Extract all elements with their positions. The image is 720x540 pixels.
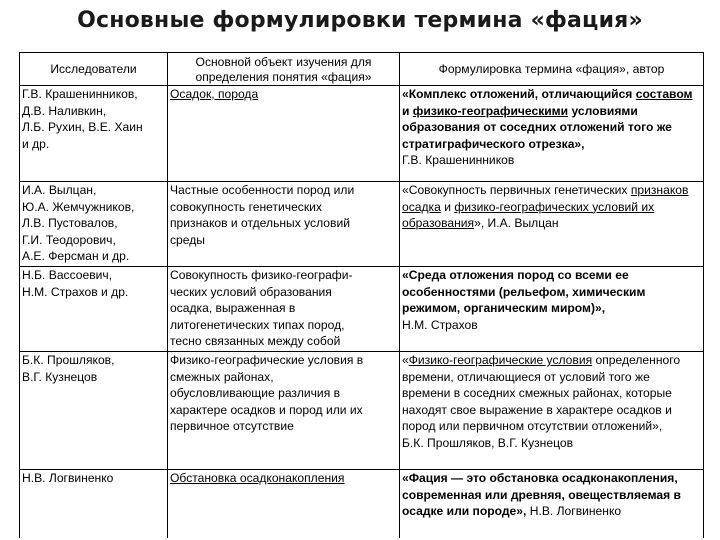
facies-table xyxy=(19,52,704,538)
object-line: среды xyxy=(170,232,205,247)
definition-text: «Комплекс отложений, отличающийся xyxy=(402,87,636,101)
header-row xyxy=(20,53,704,86)
object-line: первичное отсутствие xyxy=(170,419,294,434)
object-line: ческих условий образования xyxy=(170,284,332,299)
definition-underlined: Физико-географические условия xyxy=(408,353,593,367)
researcher-line: Н.В. Логвиненко xyxy=(22,471,114,485)
table-row xyxy=(20,86,704,182)
definition-cell xyxy=(400,352,704,470)
definition-underlined: физико-географических условий их образования xyxy=(402,199,655,231)
definition-cell xyxy=(400,470,704,538)
definition-author: Н.В. Логвиненко xyxy=(529,504,622,519)
header-researchers: Исследователи xyxy=(20,53,168,86)
researchers-cell xyxy=(20,352,168,470)
researchers-cell xyxy=(20,470,168,538)
object-line: Обстановка осадконакопления xyxy=(170,471,345,485)
researchers-cell xyxy=(20,267,168,352)
object-line: тесно связанных между собой xyxy=(170,334,341,349)
definition-cell xyxy=(400,267,704,352)
definition-text: определенного времени, отличающиеся от условий того же времени в соседних смежных районах, которые находят свое выражение в характере осадков и пород или первичном отсутствии отложений», xyxy=(402,353,681,434)
object-line: Совокупность физико-географи- xyxy=(170,268,353,282)
definition-author: Г.В. Крашенинников xyxy=(402,153,515,168)
definition-underlined: составом xyxy=(635,87,693,101)
researcher-line: и др. xyxy=(22,136,50,151)
definition-text: и xyxy=(440,199,455,214)
object-cell xyxy=(168,267,400,352)
object-cell xyxy=(168,86,400,182)
definition-text: и xyxy=(402,103,413,118)
definition-text: «Фация — это обстановка осадконакопления, современная или древняя, овеществляемая в осадке или породе», xyxy=(402,471,681,519)
definition-author: Н.М. Страхов xyxy=(402,317,478,332)
object-cell xyxy=(168,182,400,267)
researcher-line: Л.Б. Рухин, В.Е. Хаин xyxy=(22,120,143,135)
object-line: характере осадков и пород или их xyxy=(170,402,363,417)
definition-text: условиями образования от соседних отложений того же стратиграфического отрезка», xyxy=(402,103,672,151)
researcher-line: Н.М. Страхов и др. xyxy=(22,284,129,299)
definition-underlined: признаков осадка xyxy=(402,183,689,214)
header-object: Основной объект изучения для определения понятия «фация» xyxy=(168,53,400,86)
researcher-line: В.Г. Кузнецов xyxy=(22,369,98,384)
definition-text: «Среда отложения пород со всеми ее особенностями (рельефом, химическим режимом, органическим миром)», xyxy=(402,268,646,316)
object-cell xyxy=(168,470,400,538)
table-row xyxy=(20,182,704,267)
definition-author: Б.К. Прошляков, В.Г. Кузнецов xyxy=(402,435,574,450)
definition-cell xyxy=(400,182,704,267)
researchers-cell xyxy=(20,86,168,182)
object-line: Осадок, порода xyxy=(170,87,259,101)
object-line: Физико-географические условия в xyxy=(170,353,364,367)
object-line: литогенетических типах пород, xyxy=(170,317,345,332)
object-cell xyxy=(168,352,400,470)
table-row xyxy=(20,267,704,352)
object-line: совокупность генетических xyxy=(170,199,322,214)
definition-text: « xyxy=(402,353,409,367)
table-row xyxy=(20,352,704,470)
researcher-line: Г.И. Теодорович, xyxy=(22,232,116,247)
researcher-line: Н.Б. Вассоевич, xyxy=(22,268,113,282)
object-line: обусловливающие различия в xyxy=(170,386,341,401)
definition-underlined: физико-географическими xyxy=(412,103,569,118)
object-line: признаков и отдельных условий xyxy=(170,216,350,231)
researcher-line: Л.В. Пустовалов, xyxy=(22,216,118,231)
researcher-line: А.Е. Ферсман и др. xyxy=(22,249,130,264)
object-line: смежных районах, xyxy=(170,369,274,384)
researcher-line: Б.К. Прошляков, xyxy=(22,353,115,367)
researcher-line: Г.В. Крашенинников, xyxy=(22,87,138,101)
researcher-line: Ю.А. Жемчужников, xyxy=(22,199,135,214)
definition-text: », И.А. Вылцан xyxy=(474,216,559,231)
object-line: Частные особенности пород или xyxy=(170,183,355,197)
researcher-line: Д.В. Наливкин, xyxy=(22,103,107,118)
page-title: Основные формулировки термина «фация» xyxy=(77,8,643,33)
table-row xyxy=(20,470,704,538)
object-line: осадка, выраженная в xyxy=(170,301,296,316)
researchers-cell xyxy=(20,182,168,267)
definition-text: «Совокупность первичных генетических xyxy=(402,183,631,197)
researcher-line: И.А. Вылцан, xyxy=(22,183,97,197)
header-definition: Формулировка термина «фация», автор xyxy=(400,53,704,86)
definition-cell xyxy=(400,86,704,182)
